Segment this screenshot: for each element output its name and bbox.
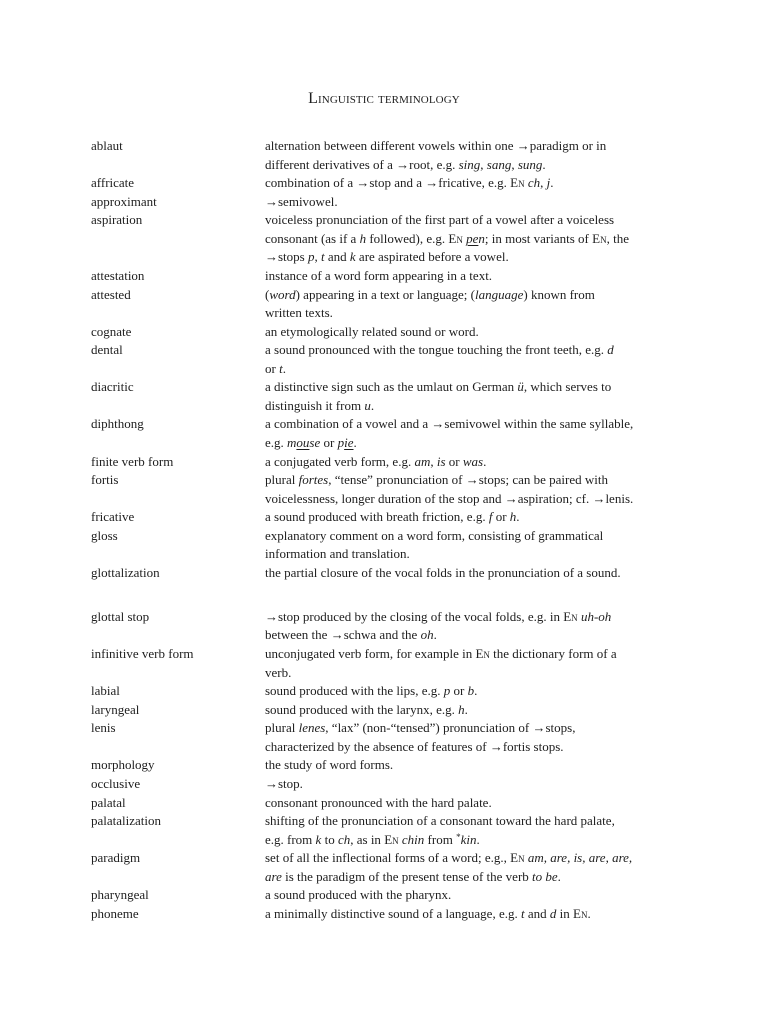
- definition-line: [265, 360, 614, 379]
- example-form: t: [279, 360, 283, 376]
- glossary-definition: [265, 471, 633, 508]
- glossary-entry: [91, 608, 701, 645]
- definition-text: or: [445, 453, 463, 469]
- example-form: se: [309, 435, 321, 450]
- definition-text: is the paradigm of the present tense of the verb: [281, 868, 533, 884]
- definition-text: plural: [265, 720, 299, 736]
- definition-text: .: [464, 701, 468, 717]
- definition-text: distinguish it from: [265, 397, 365, 413]
- definition-text: explanatory comment on a word form, consisting of grammatical: [265, 527, 604, 543]
- example-form: n: [478, 230, 485, 246]
- glossary-entry: [91, 645, 701, 682]
- definition-text: sound produced with the lips, e.g.: [265, 683, 444, 699]
- glossary-definition: [265, 174, 553, 193]
- definition-text: a sound pronounced with the tongue touching the front teeth, e.g.: [265, 342, 608, 358]
- example-form: h: [458, 701, 465, 717]
- definition-text: ,: [480, 156, 487, 172]
- glossary-term: aspiration: [91, 212, 143, 228]
- definition-text: .: [542, 156, 546, 172]
- definition-text: a combination of a vowel and a →semivowel within the same syllable,: [265, 416, 634, 432]
- example-form: sung: [517, 156, 543, 172]
- glossary-term: lenis: [91, 720, 116, 736]
- definition-text: , the: [606, 230, 629, 246]
- definition-line: [265, 137, 606, 156]
- definition-line: [265, 849, 632, 868]
- glossary-definition: [265, 886, 451, 905]
- glossary-definition: [265, 719, 575, 756]
- definition-text: , which serves to: [523, 379, 612, 395]
- glossary-definition: [265, 682, 477, 701]
- definition-text: different derivatives of a →root, e.g.: [265, 156, 459, 172]
- glossary-term: glottalization: [91, 564, 160, 580]
- example-form: ch: [527, 175, 541, 191]
- glossary-term: laryngeal: [91, 701, 140, 717]
- definition-text: written texts.: [265, 305, 333, 321]
- glossary-entry: [91, 415, 701, 452]
- definition-text: .: [516, 509, 520, 525]
- underlined-form: ie: [344, 435, 354, 450]
- definition-text: ; in most variants of: [484, 230, 593, 246]
- definition-text: are aspirated before a vowel.: [355, 249, 509, 265]
- definition-text: .: [483, 453, 487, 469]
- definition-line: [265, 397, 611, 416]
- definition-line: [265, 738, 575, 757]
- glossary-definition: [265, 267, 492, 286]
- example-form: word: [269, 286, 296, 302]
- glossary-entry: [91, 719, 701, 756]
- definition-line: [265, 626, 611, 645]
- glossary-entry: [91, 453, 701, 472]
- definition-line: [265, 564, 621, 583]
- definition-text: , as in: [350, 831, 385, 847]
- definition-line: [265, 415, 633, 434]
- definition-line: [265, 905, 591, 924]
- glossary-entry: [91, 341, 701, 378]
- definition-line: [265, 341, 614, 360]
- example-form: kin: [460, 831, 477, 847]
- language-abbreviation: En: [510, 175, 525, 191]
- example-form: am, are, is, are, are,: [527, 850, 633, 866]
- definition-text: voicelessness, longer duration of the stop and →aspiration; cf. →lenis.: [265, 490, 634, 506]
- example-form: p: [337, 435, 345, 450]
- glossary-entry: [91, 775, 701, 794]
- definition-line: [265, 527, 603, 546]
- definition-text: verb.: [265, 664, 292, 680]
- glossary-term: labial: [91, 683, 120, 699]
- glossary-entry: [91, 812, 701, 849]
- glossary-term: palatal: [91, 794, 126, 810]
- definition-line: [265, 886, 451, 905]
- definition-line: [265, 812, 615, 831]
- definition-text: ,: [430, 453, 437, 469]
- definition-text: unconjugated verb form, for example in: [265, 646, 476, 662]
- glossary-definition: [265, 701, 468, 720]
- language-abbreviation: En: [563, 608, 578, 624]
- reconstruction-marker: *: [456, 831, 461, 842]
- glossary-term: dental: [91, 342, 123, 358]
- glossary-entry: [91, 794, 701, 813]
- definition-line: [265, 286, 595, 305]
- definition-line: [265, 794, 492, 813]
- definition-text: to: [321, 831, 338, 847]
- example-form: f: [488, 509, 493, 525]
- definition-text: ,: [511, 156, 518, 172]
- definition-text: and: [324, 249, 350, 265]
- glossary-term: fortis: [91, 472, 119, 488]
- glossary-definition: [265, 378, 611, 415]
- definition-text: in: [556, 905, 574, 921]
- definition-text: combination of a →stop and a →fricative, e.g.: [265, 175, 511, 191]
- definition-text: and: [524, 905, 550, 921]
- definition-line: [265, 304, 595, 323]
- glossary-entry: [91, 527, 701, 564]
- example-form: h: [359, 230, 367, 246]
- example-form: is: [436, 453, 446, 469]
- definition-text: between the →schwa and the: [265, 627, 421, 643]
- definition-text: the study of word forms.: [265, 757, 394, 773]
- definition-text: →stop.: [265, 775, 303, 791]
- definition-text: a distinctive sign such as the umlaut on German: [265, 379, 518, 395]
- glossary-definition: [265, 905, 591, 924]
- glossary-definition: [265, 341, 614, 378]
- glossary-definition: [265, 849, 632, 886]
- definition-line: [265, 664, 617, 683]
- definition-line: [265, 248, 629, 267]
- definition-text: from: [424, 831, 457, 847]
- glossary-term: paradigm: [91, 850, 141, 866]
- definition-line: [265, 545, 603, 564]
- definition-text: ,: [540, 175, 547, 191]
- glossary-term: diacritic: [91, 379, 134, 395]
- example-form: was: [462, 453, 484, 469]
- glossary-definition: [265, 137, 606, 174]
- definition-text: ,: [314, 249, 321, 265]
- example-form: sing: [458, 156, 481, 172]
- definition-text: (: [265, 286, 270, 302]
- glossary-entry: [91, 286, 701, 323]
- glossary-definition: [265, 508, 520, 527]
- example-form: h: [509, 509, 517, 525]
- glossary-entry: [91, 137, 701, 174]
- language-abbreviation: En: [573, 905, 588, 921]
- glossary-entry: [91, 756, 701, 775]
- example-form: p: [443, 683, 451, 699]
- definition-line: [265, 193, 338, 212]
- example-form: t: [520, 905, 525, 921]
- definition-line: [265, 211, 629, 230]
- glossary-entry: [91, 323, 701, 342]
- definition-text: or: [320, 435, 338, 450]
- glossary-definition: [265, 415, 633, 452]
- definition-text: consonant pronounced with the hard palate.: [265, 794, 492, 810]
- example-form: sang: [486, 156, 512, 172]
- glossary-entry: [91, 193, 701, 212]
- example-form: b: [467, 683, 475, 699]
- definition-text: sound produced with the larynx, e.g.: [265, 701, 459, 717]
- glossary-term: fricative: [91, 509, 135, 525]
- definition-line: [265, 756, 393, 775]
- language-abbreviation: En: [592, 230, 607, 246]
- definition-text: characterized by the absence of features of →fortis stops.: [265, 738, 564, 754]
- definition-text: .: [587, 905, 591, 921]
- language-abbreviation: En: [475, 646, 490, 662]
- glossary-definition: [265, 286, 595, 323]
- glossary-term: palatalization: [91, 813, 162, 829]
- example-form: k: [315, 831, 322, 847]
- definition-line: [265, 323, 479, 342]
- glossary-term: ablaut: [91, 138, 123, 153]
- definition-text: →stops: [265, 249, 308, 265]
- glossary-entry: [91, 564, 701, 583]
- glossary-term: gloss: [91, 527, 118, 543]
- language-abbreviation: En: [510, 850, 525, 866]
- glossary-definition: [265, 775, 303, 794]
- definition-text: e.g.: [265, 435, 288, 450]
- definition-line: [265, 645, 617, 664]
- underlined-form: pe: [466, 230, 479, 246]
- definition-text: .: [353, 435, 357, 450]
- example-form: to be: [532, 868, 558, 884]
- glossary-term: glottal stop: [91, 608, 150, 624]
- definition-text: instance of a word form appearing in a text.: [265, 267, 493, 283]
- definition-text: e.g. from: [265, 831, 316, 847]
- definition-text: or: [450, 683, 468, 699]
- glossary-entry: [91, 886, 701, 905]
- example-form: ch: [337, 831, 351, 847]
- definition-text: or: [265, 360, 280, 376]
- definition-text: followed), e.g.: [366, 230, 449, 246]
- definition-text: or: [492, 509, 510, 525]
- glossary-term: affricate: [91, 175, 135, 191]
- glossary-definition: [265, 812, 615, 849]
- glossary-term: attested: [91, 286, 131, 302]
- glossary-definition: [265, 564, 621, 583]
- glossary-entry: [91, 471, 701, 508]
- example-form: lenes: [298, 720, 326, 736]
- definition-text: voiceless pronunciation of the first part of a vowel after a voiceless: [265, 212, 615, 228]
- example-form: oh: [420, 627, 434, 643]
- glossary-entry: [91, 267, 701, 286]
- definition-line: [265, 682, 477, 701]
- definition-line: [265, 775, 303, 794]
- page-title: Linguistic terminology: [308, 90, 460, 107]
- definition-text: information and translation.: [265, 546, 410, 562]
- definition-text: consonant (as if a: [265, 230, 360, 246]
- glossary-list: [91, 137, 701, 923]
- definition-text: .: [282, 360, 286, 376]
- glossary-definition: [265, 193, 338, 212]
- glossary-term: infinitive verb form: [91, 646, 194, 662]
- definition-text: .: [476, 831, 480, 847]
- definition-text: →semivowel.: [265, 193, 338, 209]
- example-form: d: [549, 905, 557, 921]
- underlined-form: ou: [296, 435, 310, 450]
- definition-text: a sound produced with breath friction, e.g.: [265, 509, 489, 525]
- definition-text: the dictionary form of a: [489, 646, 617, 662]
- glossary-term: pharyngeal: [91, 887, 149, 903]
- definition-text: .: [433, 627, 437, 643]
- glossary-term: diphthong: [91, 416, 144, 432]
- glossary-definition: [265, 453, 486, 472]
- glossary-term: finite verb form: [91, 453, 174, 469]
- definition-text: alternation between different vowels within one →paradigm or in: [265, 138, 607, 153]
- example-form: am: [414, 453, 431, 469]
- definition-text: an etymologically related sound or word.: [265, 323, 479, 339]
- glossary-entry: [91, 905, 701, 924]
- glossary-entry: [91, 849, 701, 886]
- definition-line: [265, 378, 611, 397]
- example-form: u: [364, 397, 371, 413]
- language-abbreviation: En: [384, 831, 399, 847]
- definition-text: plural: [265, 472, 299, 488]
- example-form: uh-oh: [580, 608, 612, 624]
- glossary-definition: [265, 645, 617, 682]
- definition-line: [265, 471, 633, 490]
- example-form: k: [349, 249, 356, 265]
- definition-text: the partial closure of the vocal folds in the pronunciation of a sound.: [265, 564, 621, 580]
- definition-text: →stop produced by the closing of the vocal folds, e.g. in: [265, 608, 564, 624]
- example-form: t: [320, 249, 325, 265]
- glossary-entry: [91, 508, 701, 527]
- definition-text: ) appearing in a text or language; (: [295, 286, 475, 302]
- definition-line: [265, 156, 606, 175]
- definition-text: set of all the inflectional forms of a word; e.g.,: [265, 850, 511, 866]
- definition-line: [265, 434, 633, 453]
- glossary-term: attestation: [91, 267, 145, 283]
- glossary-term: approximant: [91, 193, 157, 209]
- definition-line: [265, 230, 629, 249]
- example-form: m: [287, 435, 297, 450]
- language-abbreviation: En: [448, 230, 463, 246]
- definition-line: [265, 453, 486, 472]
- definition-line: [265, 174, 553, 193]
- definition-text: .: [474, 683, 478, 699]
- glossary-definition: [265, 527, 603, 564]
- definition-line: [265, 701, 468, 720]
- glossary-term: cognate: [91, 323, 132, 339]
- glossary-entry: [91, 701, 701, 720]
- definition-text: a sound produced with the pharynx.: [265, 887, 452, 903]
- definition-line: [265, 508, 520, 527]
- glossary-entry: [91, 682, 701, 701]
- example-form: fortes: [298, 472, 329, 488]
- definition-text: shifting of the pronunciation of a consonant toward the hard palate,: [265, 813, 615, 829]
- definition-line: [265, 267, 492, 286]
- definition-text: ) known from: [523, 286, 595, 302]
- definition-line: [265, 719, 575, 738]
- glossary-definition: [265, 323, 479, 342]
- glossary-definition: [265, 608, 611, 645]
- definition-line: [265, 831, 615, 850]
- example-form: d: [607, 342, 614, 358]
- example-form: are: [265, 868, 282, 884]
- definition-text: .: [557, 868, 561, 884]
- glossary-term: occlusive: [91, 775, 141, 791]
- glossary-term: phoneme: [91, 905, 139, 921]
- example-form: p: [307, 249, 315, 265]
- glossary-definition: [265, 794, 492, 813]
- glossary-entry: [91, 174, 701, 193]
- definition-line: [265, 490, 633, 509]
- definition-text: .: [550, 175, 554, 191]
- example-form: chin: [401, 831, 425, 847]
- definition-text: a conjugated verb form, e.g.: [265, 453, 415, 469]
- glossary-definition: [265, 211, 629, 267]
- glossary-entry: [91, 378, 701, 415]
- glossary-definition: [265, 756, 393, 775]
- definition-line: [265, 608, 611, 627]
- example-form: language: [475, 286, 524, 302]
- example-form: j: [546, 175, 551, 191]
- definition-text: .: [370, 397, 375, 413]
- definition-text: , “lax” (non-“tensed”) pronunciation of →stops,: [325, 720, 576, 736]
- definition-text: , “tense” pronunciation of →stops; can be paired with: [328, 472, 608, 488]
- glossary-term: morphology: [91, 757, 155, 773]
- definition-text: a minimally distinctive sound of a language, e.g.: [265, 905, 521, 921]
- example-form: ü: [517, 379, 524, 395]
- definition-line: [265, 868, 632, 887]
- glossary-entry: [91, 211, 701, 267]
